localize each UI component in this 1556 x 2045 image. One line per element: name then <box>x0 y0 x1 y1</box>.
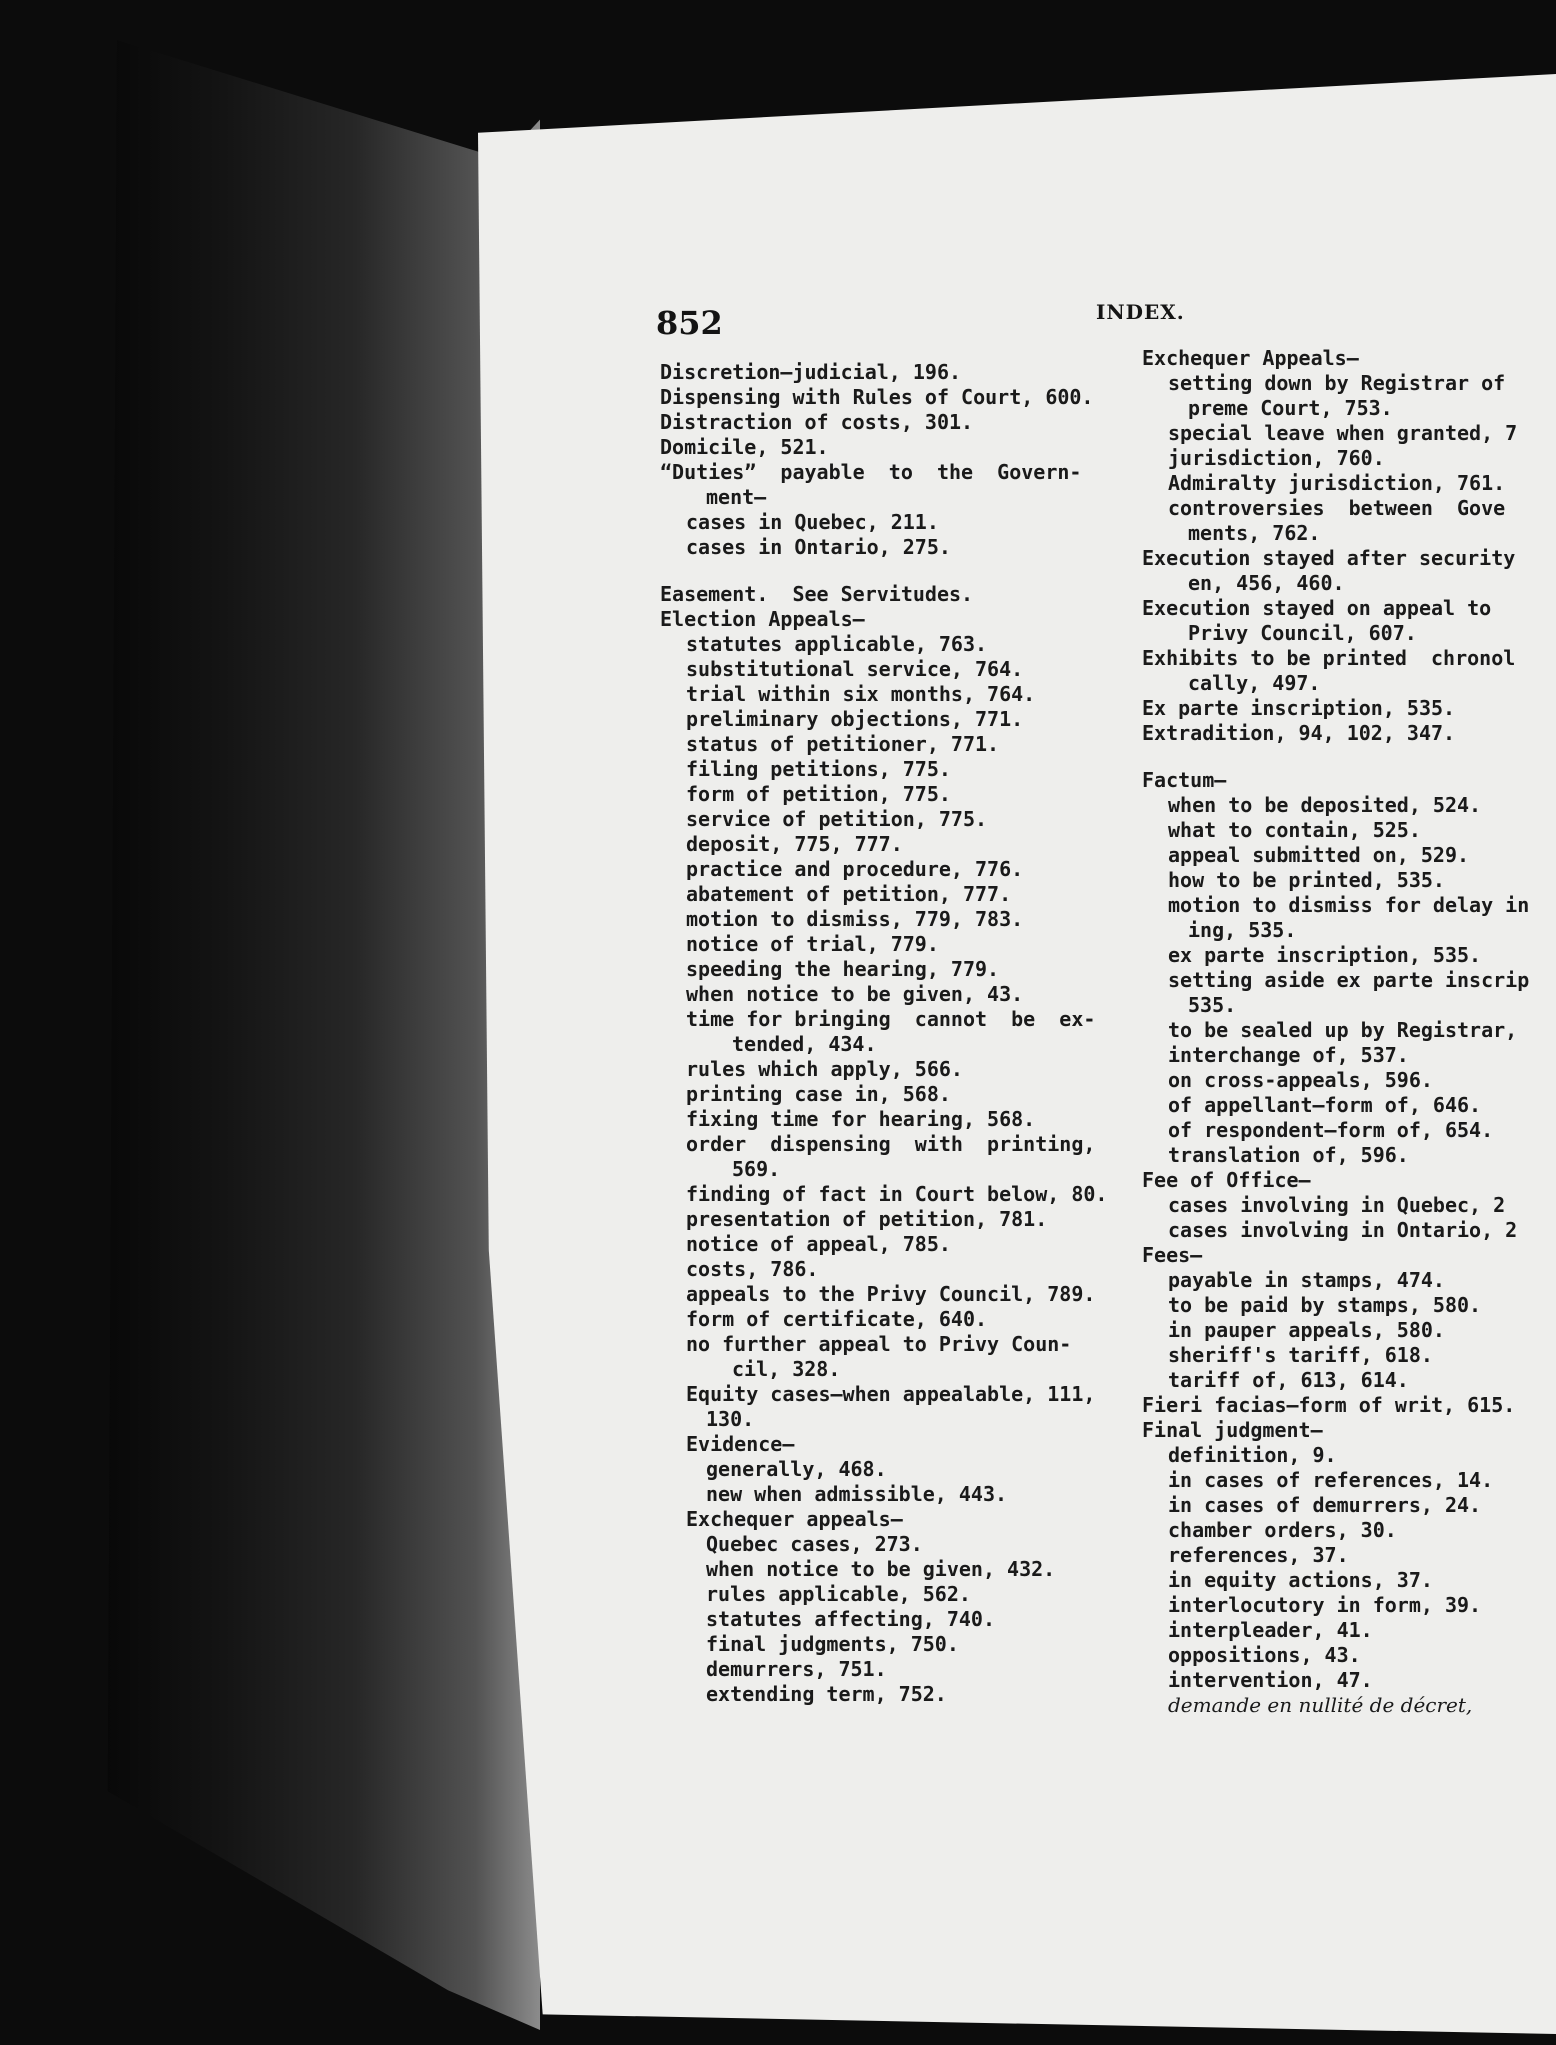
index-entry: form of certificate, 640. <box>686 1307 988 1331</box>
index-entry: setting aside ex parte inscrip <box>1168 968 1530 992</box>
index-entry: references, 37. <box>1168 1543 1349 1567</box>
index-entry: ment— <box>706 485 767 509</box>
index-entry: cases involving in Quebec, 2 <box>1168 1193 1506 1217</box>
index-entry: in equity actions, 37. <box>1168 1568 1433 1592</box>
entry-spacer <box>660 560 1107 582</box>
index-entry: translation of, 596. <box>1168 1143 1409 1167</box>
index-entry: interchange of, 537. <box>1168 1043 1409 1067</box>
index-entry: cases in Quebec, 211. <box>686 510 939 534</box>
index-entry: Privy Council, 607. <box>1188 621 1417 645</box>
index-entry: jurisdiction, 760. <box>1168 446 1385 470</box>
index-entry: to be paid by stamps, 580. <box>1168 1293 1482 1317</box>
index-entry: deposit, 775, 777. <box>686 832 903 856</box>
index-entry: ing, 535. <box>1188 918 1297 942</box>
index-entry: controversies between Gove <box>1168 496 1506 520</box>
index-entry: setting down by Registrar of <box>1168 371 1506 395</box>
index-entry: Factum— <box>1142 768 1227 792</box>
index-entry: Evidence— <box>686 1432 795 1456</box>
index-entry: cases in Ontario, 275. <box>686 535 951 559</box>
index-entry: definition, 9. <box>1168 1443 1337 1467</box>
index-entry: “Duties” payable to the Govern- <box>660 460 1082 484</box>
running-head: INDEX. <box>1096 300 1185 324</box>
index-entry: demurrers, 751. <box>706 1657 887 1681</box>
index-entry: en, 456, 460. <box>1188 571 1345 595</box>
index-entry: speeding the hearing, 779. <box>686 957 1000 981</box>
index-entry: new when admissible, 443. <box>706 1482 1008 1506</box>
index-column-left <box>660 360 1107 1707</box>
index-entry: Exchequer Appeals— <box>1142 346 1359 370</box>
index-entry: Easement. See Servitudes. <box>660 582 974 606</box>
index-entry: to be sealed up by Registrar, <box>1168 1018 1518 1042</box>
index-entry: preliminary objections, 771. <box>686 707 1024 731</box>
index-entry: final judgments, 750. <box>706 1632 959 1656</box>
index-entry: Ex parte inscription, 535. <box>1142 696 1456 720</box>
index-entry: 130. <box>706 1407 755 1431</box>
index-entry: ments, 762. <box>1188 521 1321 545</box>
index-entry: interpleader, 41. <box>1168 1618 1373 1642</box>
index-entry: when notice to be given, 432. <box>706 1557 1056 1581</box>
index-entry: Distraction of costs, 301. <box>660 410 974 434</box>
index-entry: preme Court, 753. <box>1188 396 1393 420</box>
index-entry: tariff of, 613, 614. <box>1168 1368 1409 1392</box>
index-entry: filing petitions, 775. <box>686 757 951 781</box>
book-fore-edge <box>80 40 540 2030</box>
index-entry: Exchequer appeals— <box>686 1507 903 1531</box>
index-entry: oppositions, 43. <box>1168 1643 1361 1667</box>
index-entry: Fees— <box>1142 1243 1203 1267</box>
index-entry: time for bringing cannot be ex- <box>686 1007 1096 1031</box>
index-entry: how to be printed, 535. <box>1168 868 1445 892</box>
index-entry: Quebec cases, 273. <box>706 1532 923 1556</box>
index-entry: order dispensing with printing, <box>686 1132 1096 1156</box>
index-entry: 535. <box>1188 993 1237 1017</box>
index-entry: cil, 328. <box>732 1357 841 1381</box>
index-entry: appeals to the Privy Council, 789. <box>686 1282 1096 1306</box>
index-entry: of respondent—form of, 654. <box>1168 1118 1494 1142</box>
index-entry: Extradition, 94, 102, 347. <box>1142 721 1456 745</box>
index-entry: notice of trial, 779. <box>686 932 939 956</box>
index-entry: Fee of Office— <box>1142 1168 1311 1192</box>
index-entry: Equity cases—when appealable, 111, <box>686 1382 1096 1406</box>
index-entry: extending term, 752. <box>706 1682 947 1706</box>
index-entry: tended, 434. <box>732 1032 877 1056</box>
index-entry: costs, 786. <box>686 1257 819 1281</box>
index-entry: presentation of petition, 781. <box>686 1207 1048 1231</box>
index-entry: Discretion—judicial, 196. <box>660 360 962 384</box>
index-entry: sheriff's tariff, 618. <box>1168 1343 1433 1367</box>
index-entry: payable in stamps, 474. <box>1168 1268 1445 1292</box>
index-entry: motion to dismiss, 779, 783. <box>686 907 1024 931</box>
index-entry: appeal submitted on, 529. <box>1168 843 1470 867</box>
index-entry: ex parte inscription, 535. <box>1168 943 1482 967</box>
index-entry: fixing time for hearing, 568. <box>686 1107 1036 1131</box>
index-entry: status of petitioner, 771. <box>686 732 1000 756</box>
index-entry: interlocutory in form, 39. <box>1168 1593 1482 1617</box>
index-entry: generally, 468. <box>706 1457 887 1481</box>
index-column-right <box>1142 346 1529 1718</box>
index-entry: form of petition, 775. <box>686 782 951 806</box>
index-entry: Execution stayed after security <box>1142 546 1516 570</box>
index-entry: Final judgment— <box>1142 1418 1323 1442</box>
index-entry: printing case in, 568. <box>686 1082 951 1106</box>
index-entry: notice of appeal, 785. <box>686 1232 951 1256</box>
index-entry: Fieri facias—form of writ, 615. <box>1142 1393 1516 1417</box>
index-entry: finding of fact in Court below, 80. <box>686 1182 1108 1206</box>
index-entry: Execution stayed on appeal to <box>1142 596 1492 620</box>
index-entry: rules which apply, 566. <box>686 1057 963 1081</box>
index-entry: Admiralty jurisdiction, 761. <box>1168 471 1506 495</box>
index-entry: rules applicable, 562. <box>706 1582 971 1606</box>
index-entry: cases involving in Ontario, 2 <box>1168 1218 1518 1242</box>
index-entry: practice and procedure, 776. <box>686 857 1024 881</box>
index-entry: motion to dismiss for delay in <box>1168 893 1530 917</box>
index-entry: trial within six months, 764. <box>686 682 1036 706</box>
index-entry: intervention, 47. <box>1168 1668 1373 1692</box>
index-entry: cally, 497. <box>1188 671 1321 695</box>
index-entry: 569. <box>732 1157 781 1181</box>
index-entry: chamber orders, 30. <box>1168 1518 1397 1542</box>
index-entry: statutes affecting, 740. <box>706 1607 995 1631</box>
index-entry: in cases of references, 14. <box>1168 1468 1494 1492</box>
index-entry: service of petition, 775. <box>686 807 988 831</box>
index-entry: of appellant—form of, 646. <box>1168 1093 1482 1117</box>
index-entry: demande en nullité de décret, <box>1168 1693 1473 1717</box>
index-entry: Domicile, 521. <box>660 435 829 459</box>
index-entry: what to contain, 525. <box>1168 818 1421 842</box>
index-entry: in pauper appeals, 580. <box>1168 1318 1445 1342</box>
index-entry: special leave when granted, 7 <box>1168 421 1518 445</box>
index-entry: abatement of petition, 777. <box>686 882 1012 906</box>
index-entry: when to be deposited, 524. <box>1168 793 1482 817</box>
index-entry: substitutional service, 764. <box>686 657 1024 681</box>
page-number: 852 <box>656 304 723 342</box>
index-entry: Election Appeals— <box>660 607 865 631</box>
index-entry: no further appeal to Privy Coun- <box>686 1332 1072 1356</box>
index-entry: on cross-appeals, 596. <box>1168 1068 1433 1092</box>
index-entry: Exhibits to be printed chronol <box>1142 646 1516 670</box>
index-entry: when notice to be given, 43. <box>686 982 1024 1006</box>
index-entry: statutes applicable, 763. <box>686 632 988 656</box>
index-entry: Dispensing with Rules of Court, 600. <box>660 385 1094 409</box>
entry-spacer <box>1142 746 1529 768</box>
index-entry: in cases of demurrers, 24. <box>1168 1493 1482 1517</box>
